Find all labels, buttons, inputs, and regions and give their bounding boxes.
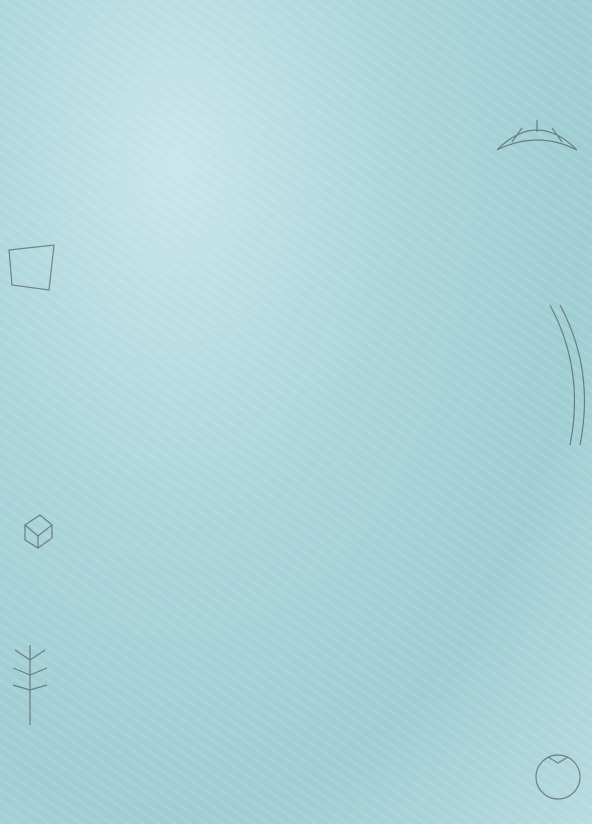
cube-sketch-icon (20, 510, 55, 550)
leaf-sketch-icon (5, 640, 55, 730)
croissant-sketch-icon (492, 110, 582, 180)
toast-sketch-icon (4, 235, 59, 295)
sausage-sketch-icon (540, 300, 590, 450)
tomato-sketch-icon (528, 745, 588, 805)
